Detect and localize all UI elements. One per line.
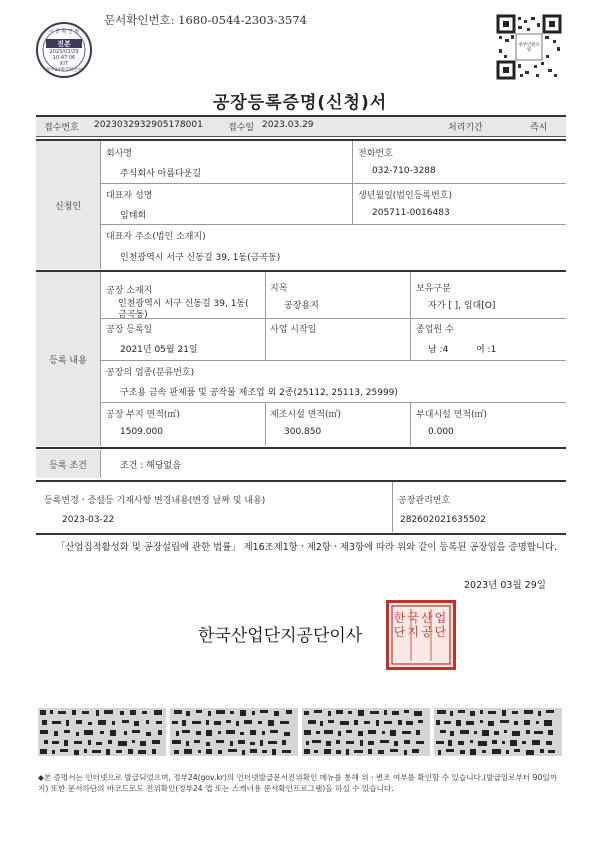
employees-female: 여 :1 (476, 345, 497, 355)
land-category: 공장용지 (284, 301, 319, 311)
conditions-section-label: 등록 조건 (49, 460, 87, 471)
land-category-label: 지목 (270, 284, 288, 294)
employees-label: 종업원 수 (416, 325, 454, 335)
stamp-text: 한국산업단지공단 (393, 611, 449, 639)
factory-location-label: 공장 소재지 (106, 286, 153, 296)
phone-number: 032-710-3288 (372, 166, 436, 176)
registration-date: 2021년 05월 21일 (120, 345, 198, 355)
representative-label: 대표자 성명 (106, 191, 153, 201)
seal-bottom-text: 정부24발급확인필 (45, 68, 83, 73)
auxiliary-area-label: 부대시설 면적(㎡) (416, 410, 488, 420)
document-number: 문서확인번호: 1680-0544-2303-3574 (104, 13, 307, 27)
factory-location-line2: 금곡동) (118, 310, 148, 320)
changes-value: 2023-03-22 (62, 515, 115, 525)
seal-center-text: 진본 (57, 39, 71, 48)
receipt-number-label: 접수번호 (44, 123, 79, 133)
authenticity-seal (36, 22, 92, 78)
registration-section (36, 272, 100, 446)
qr-code (496, 14, 562, 80)
manufacturing-area-label: 제조시설 면적(㎡) (270, 410, 342, 420)
ownership-label: 보유구분 (416, 284, 451, 294)
birth-date-label: 생년월일(법인등록번호) (358, 191, 452, 201)
receipt-number: 2023032932905178001 (94, 120, 203, 130)
company-name-label: 회사명 (106, 149, 133, 159)
registration-section-label: 등록 내용 (49, 355, 87, 366)
industry: 구조용 금속 판제품 및 공작물 제조업 외 2종(25112, 25113, 25999) (120, 388, 398, 398)
site-area-label: 공장 부지 면적(㎡) (106, 410, 180, 420)
ownership: 자가 [ ], 임대[O] (428, 301, 496, 311)
industry-label: 공장의 업종(분류번호) (106, 368, 195, 378)
manufacturing-area: 300.850 (284, 427, 322, 437)
representative-address: 인천광역시 서구 신동길 39, 1동(금곡동) (120, 253, 281, 263)
applicant-section-label: 신청인 (54, 201, 82, 212)
company-name: 주식회사 아름다운길 (120, 169, 202, 179)
changes-label: 등록변경ㆍ증설등 기재사항 변경내용(변경 날짜 및 내용) (44, 496, 266, 506)
management-number: 282602021635502 (400, 515, 486, 525)
factory-location-line1: 인천광역시 서구 신동길 39, 1동( (118, 299, 249, 309)
conditions-section (36, 450, 100, 478)
representative-name: 임태희 (120, 211, 147, 221)
processing-period-label: 처리기간 (448, 123, 483, 133)
representative-address-label: 대표자 주소(법인 소재지) (106, 232, 206, 242)
authenticity-footnote: ◆본 증명서는 인터넷으로 발급되었으며, 정부24(gov.kr)의 인터넷발급문서진위확인 메뉴를 통해 위ㆍ변조 여부를 확인할 수 있습니다.(발급일로부터 90일까지) 또한 문서하단의 바코드로도 진위확인(정부24 앱 또는 스캐너용 문서확인프로그램)을 하실 수 있습니다. (38, 773, 558, 793)
issuer-name: 한국산업단지공단이사 (198, 626, 363, 646)
seal-code: KIT (60, 61, 68, 67)
qr-label: 정부민원포털 (518, 43, 540, 53)
registration-date-label: 공장 등록일 (106, 325, 153, 335)
receipt-date: 2023.03.29 (262, 120, 314, 130)
barcode-4 (434, 708, 562, 756)
receipt-date-label: 접수일 (228, 123, 255, 133)
barcode-2 (170, 708, 298, 756)
issue-date: 2023년 03월 29일 (464, 580, 546, 591)
seal-date: 2023/03/29 (49, 49, 79, 55)
employees-male: 남 :4 (428, 345, 449, 355)
applicant-section (36, 141, 100, 269)
official-stamp (386, 600, 456, 670)
conditions-value: 조건 : 해당없음 (120, 461, 181, 471)
seal-top-text: 시 흥 확 인 필 (48, 29, 80, 35)
processing-period: 즉시 (530, 123, 548, 133)
phone-label: 전화번호 (358, 149, 393, 159)
site-area: 1509.000 (120, 427, 163, 437)
barcode-3 (302, 708, 430, 756)
seal-time: 10:47:06 (52, 55, 76, 61)
legal-statement: 「산업집적활성화 및 공장설립에 관한 법률」 제16조제1항ㆍ제2항ㆍ제3항에 따라 위와 같이 등록된 공장임을 증명합니다. (56, 542, 557, 553)
page-title: 공장등록증명(신청)서 (212, 93, 388, 113)
birth-date: 205711-0016483 (372, 208, 450, 218)
barcode-1 (38, 708, 166, 756)
management-number-label: 공장관리번호 (398, 496, 451, 506)
business-start-label: 사업 시작일 (270, 325, 317, 335)
auxiliary-area: 0.000 (428, 427, 454, 437)
